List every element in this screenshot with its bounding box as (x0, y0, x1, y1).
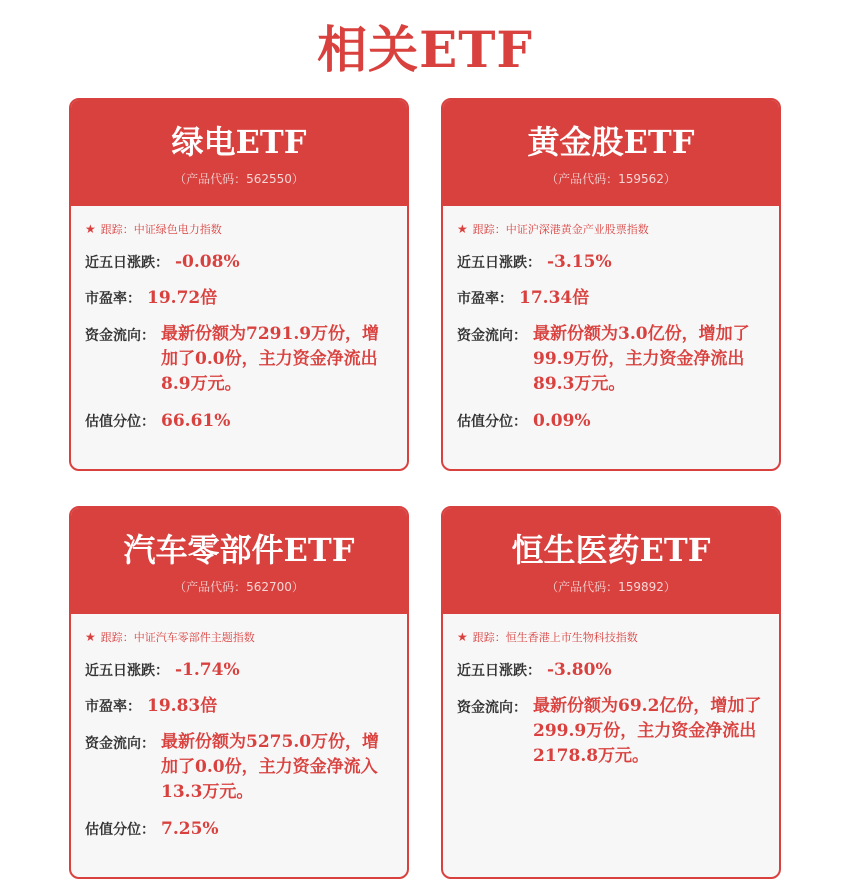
tracking-index (85, 220, 393, 238)
five-day-label: 近五日涨跌： (85, 663, 169, 679)
card-title: 汽车零部件ETF (123, 531, 355, 569)
flow-label: 资金流向： (85, 736, 155, 752)
pe-row (85, 694, 393, 718)
card-header (71, 508, 407, 614)
five-day-value: -3.15% (547, 252, 612, 272)
card-body (443, 206, 779, 433)
five-day-value: -0.08% (175, 252, 240, 272)
etf-card-gold-stock[interactable] (441, 98, 781, 471)
flow-row (85, 730, 393, 805)
valuation-value: 7.25% (161, 819, 219, 839)
pe-row (85, 286, 393, 310)
flow-label: 资金流向： (85, 328, 155, 344)
five-day-row (457, 250, 765, 274)
flow-label: 资金流向： (457, 700, 527, 716)
track-index-name: 中证沪深港黄金产业股票指数 (505, 223, 649, 236)
etf-card-auto-parts[interactable] (69, 506, 409, 879)
five-day-row (85, 250, 393, 274)
card-title: 绿电ETF (171, 123, 307, 161)
valuation-row (457, 409, 765, 433)
flow-value: 最新份额为69.2亿份，增加了299.9万份，主力资金净流出2178.8万元。 (533, 696, 762, 766)
track-prefix: 跟踪： (472, 631, 506, 644)
flow-value: 最新份额为7291.9万份，增加了0.0份，主力资金净流出8.9万元。 (161, 324, 380, 394)
star-icon: ★ (85, 630, 96, 644)
card-body (443, 614, 779, 769)
card-title: 黄金股ETF (527, 123, 695, 161)
card-body (71, 614, 407, 841)
tracking-index (85, 628, 393, 646)
pe-value: 19.83倍 (147, 696, 218, 716)
valuation-label: 估值分位： (85, 414, 155, 430)
card-header (443, 508, 779, 614)
product-code: （产品代码：159892） (546, 580, 676, 594)
five-day-row (85, 658, 393, 682)
track-prefix: 跟踪： (100, 223, 134, 236)
etf-card-green-power[interactable] (69, 98, 409, 471)
five-day-label: 近五日涨跌： (457, 663, 541, 679)
track-prefix: 跟踪： (100, 631, 134, 644)
flow-value: 最新份额为3.0亿份，增加了99.9万份，主力资金净流出89.3万元。 (533, 324, 750, 394)
flow-row (457, 322, 765, 397)
valuation-value: 0.09% (533, 411, 591, 431)
five-day-label: 近五日涨跌： (457, 255, 541, 271)
tracking-index (457, 628, 765, 646)
product-code: （产品代码：159562） (546, 172, 676, 186)
track-prefix: 跟踪： (472, 223, 506, 236)
valuation-label: 估值分位： (85, 822, 155, 838)
track-index-name: 恒生香港上市生物科技指数 (505, 631, 638, 644)
pe-row (457, 286, 765, 310)
star-icon: ★ (85, 222, 96, 236)
star-icon: ★ (457, 630, 468, 644)
star-icon: ★ (457, 222, 468, 236)
etf-card-hang-seng-pharma[interactable] (441, 506, 781, 879)
pe-value: 17.34倍 (519, 288, 590, 308)
flow-row (457, 694, 765, 769)
card-header (71, 100, 407, 206)
five-day-value: -3.80% (547, 660, 612, 680)
valuation-row (85, 817, 393, 841)
product-code: （产品代码：562700） (174, 580, 304, 594)
card-title: 恒生医药ETF (511, 531, 711, 569)
valuation-row (85, 409, 393, 433)
valuation-label: 估值分位： (457, 414, 527, 430)
tracking-index (457, 220, 765, 238)
pe-label: 市盈率： (457, 291, 513, 307)
five-day-value: -1.74% (175, 660, 240, 680)
valuation-value: 66.61% (161, 411, 231, 431)
pe-value: 19.72倍 (147, 288, 218, 308)
card-header (443, 100, 779, 206)
flow-label: 资金流向： (457, 328, 527, 344)
five-day-label: 近五日涨跌： (85, 255, 169, 271)
page-title: 相关ETF (317, 20, 533, 79)
five-day-row (457, 658, 765, 682)
track-index-name: 中证绿色电力指数 (133, 223, 222, 236)
pe-label: 市盈率： (85, 291, 141, 307)
flow-value: 最新份额为5275.0万份，增加了0.0份，主力资金净流入13.3万元。 (161, 732, 380, 802)
flow-row (85, 322, 393, 397)
product-code: （产品代码：562550） (174, 172, 304, 186)
card-body (71, 206, 407, 433)
pe-label: 市盈率： (85, 699, 141, 715)
track-index-name: 中证汽车零部件主题指数 (133, 631, 255, 644)
